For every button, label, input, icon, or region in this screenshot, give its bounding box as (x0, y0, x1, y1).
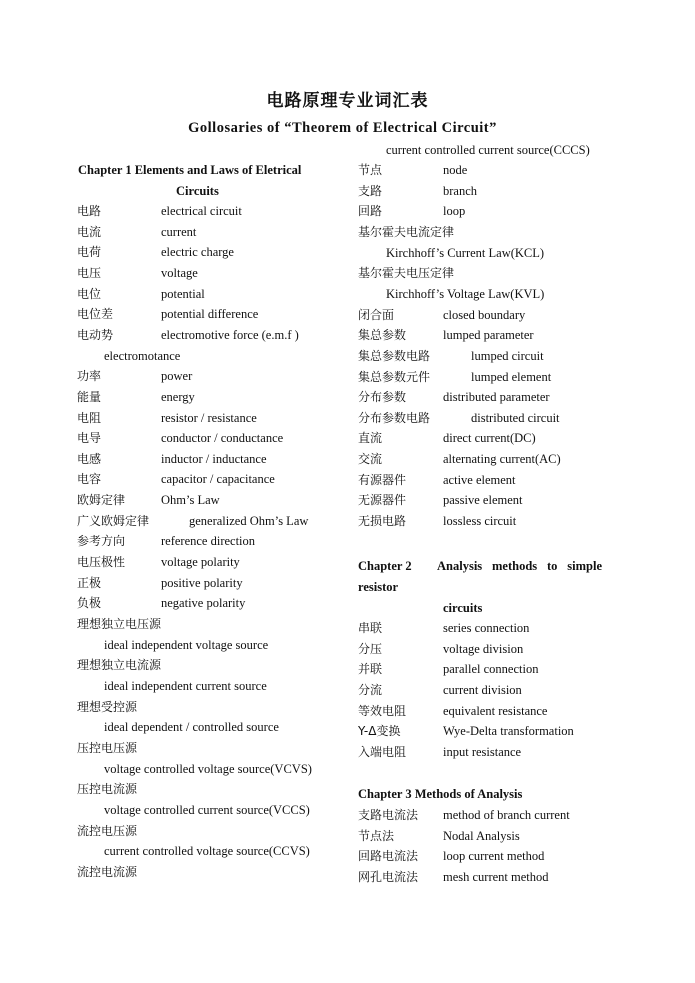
term-en: method of branch current (443, 808, 570, 822)
term-en: reference direction (161, 534, 256, 549)
term-zh: 参考方向 (77, 534, 126, 549)
term-zh: 电压 (77, 265, 102, 280)
chapter-3-heading: Chapter 3 Methods of Analysis (358, 787, 523, 801)
term-zh: 并联 (358, 662, 383, 677)
term-en: series connection (443, 621, 530, 635)
term-zh: 负极 (77, 596, 102, 611)
term-zh: 网孔电流法 (358, 869, 419, 884)
term-zh: 集总参数元件 (358, 369, 431, 384)
term-zh: 理想受控源 (77, 699, 138, 714)
term-zh: 无源器件 (358, 493, 407, 508)
term-en: lossless circuit (443, 514, 517, 529)
term-en: positive polarity (161, 575, 243, 590)
term-en-continued: current controlled current source(CCCS) (386, 143, 590, 157)
term-en: electromotance (104, 348, 181, 363)
term-en: loop (443, 204, 466, 219)
term-zh: 直流 (358, 431, 383, 446)
chapter-2-heading-a: Chapter 2 (358, 559, 412, 573)
term-en: lumped element (471, 369, 552, 384)
term-zh: 欧姆定律 (77, 493, 126, 508)
term-zh: 基尔霍夫电流定律 (358, 224, 455, 239)
term-en: generalized Ohm’s Law (189, 513, 309, 528)
term-en: lumped circuit (471, 348, 544, 363)
term-zh: 广义欧姆定律 (77, 513, 150, 528)
term-zh: 无损电路 (358, 514, 407, 529)
term-zh: 电路 (77, 204, 102, 218)
term-zh: 能量 (77, 389, 102, 404)
term-zh: 支路电流法 (358, 808, 419, 822)
term-zh: 电位差 (77, 307, 114, 322)
term-en: alternating current(AC) (443, 452, 561, 467)
term-zh: 电位 (77, 286, 102, 301)
term-en: potential difference (161, 307, 259, 322)
term-zh: 电导 (77, 431, 102, 446)
term-en: current controlled voltage source(CCVS) (104, 844, 310, 859)
term-zh: 交流 (358, 452, 383, 467)
term-zh: 有源器件 (358, 472, 407, 487)
term-zh: 理想独立电流源 (77, 658, 162, 673)
term-zh: 分布参数电路 (358, 410, 431, 425)
term-zh: 电感 (77, 451, 102, 466)
chapter-1-heading-cont: Circuits (176, 184, 219, 198)
term-zh: 电流 (77, 224, 102, 239)
term-en: current (161, 224, 197, 239)
term-en: direct current(DC) (443, 431, 536, 446)
term-en: voltage (161, 265, 198, 280)
term-en: voltage polarity (161, 555, 240, 570)
term-zh: 电荷 (77, 245, 102, 260)
term-zh: 回路 (358, 204, 383, 219)
term-en: branch (443, 183, 478, 198)
term-zh: 基尔霍夫电压定律 (358, 266, 455, 281)
term-zh: 电动势 (77, 327, 114, 342)
term-zh: 节点法 (358, 828, 395, 843)
term-en: inductor / inductance (161, 451, 267, 466)
term-en: ideal dependent / controlled source (104, 720, 279, 735)
term-en: voltage controlled voltage source(VCVS) (104, 761, 312, 776)
term-en: lumped parameter (443, 328, 534, 343)
term-en: distributed parameter (443, 390, 550, 405)
term-zh: 等效电阻 (358, 703, 407, 718)
term-en: voltage controlled current source(VCCS) (104, 802, 310, 817)
term-zh: 理想独立电压源 (77, 617, 162, 631)
term-en: ideal independent current source (104, 678, 267, 693)
term-en: Kirchhoff’s Voltage Law(KVL) (386, 286, 545, 301)
term-en: energy (161, 389, 195, 404)
term-zh: 电压极性 (77, 555, 126, 570)
term-en: capacitor / capacitance (161, 472, 275, 487)
term-en: passive element (443, 493, 523, 508)
term-en: conductor / conductance (161, 431, 284, 446)
term-zh: 流控电流源 (77, 864, 138, 879)
chapter-2-heading-cont: resistor (358, 580, 399, 594)
term-en: Wye-Delta transformation (443, 724, 574, 739)
chapter-2-heading-b: Analysis methods to simple (437, 559, 602, 573)
term-en: power (161, 369, 193, 384)
term-en: mesh current method (443, 869, 549, 884)
term-zh: 电阻 (77, 410, 102, 425)
term-zh: 支路 (358, 183, 383, 198)
term-en: electric charge (161, 245, 234, 260)
term-zh: 集总参数 (358, 328, 407, 343)
term-en: electrical circuit (161, 204, 242, 218)
term-en: parallel connection (443, 662, 539, 677)
term-zh: 压控电流源 (77, 782, 138, 797)
term-en: Ohm’s Law (161, 493, 220, 508)
term-en: Nodal Analysis (443, 828, 520, 843)
term-en: loop current method (443, 849, 545, 864)
chapter-1-heading: Chapter 1 Elements and Laws of Eletrical (78, 163, 302, 177)
term-zh: 压控电压源 (77, 740, 138, 755)
term-en: potential (161, 286, 205, 301)
term-zh: 流控电压源 (77, 823, 138, 838)
term-en: closed boundary (443, 307, 526, 322)
term-zh: 闭合面 (358, 307, 395, 322)
term-en: input resistance (443, 744, 522, 759)
term-zh: 功率 (77, 369, 102, 384)
page-title: 电路原理专业词汇表 (266, 91, 429, 111)
term-zh: 节点 (358, 163, 383, 177)
term-en: distributed circuit (471, 410, 560, 425)
term-zh: 电容 (77, 472, 102, 487)
term-zh: 串联 (358, 621, 383, 635)
term-en: active element (443, 472, 516, 487)
term-zh: Y-Δ变换 (358, 724, 401, 739)
term-en: node (443, 163, 468, 177)
page-subtitle: Gollosaries of “Theorem of Electrical Circuit” (188, 120, 497, 136)
term-zh: 入端电阻 (358, 744, 407, 759)
term-zh: 分流 (358, 682, 383, 697)
term-en: Kirchhoff’s Current Law(KCL) (386, 245, 545, 260)
term-en: current division (443, 682, 522, 697)
term-zh: 分压 (358, 641, 383, 656)
term-en: ideal independent voltage source (104, 637, 269, 652)
term-zh: 集总参数电路 (358, 348, 431, 363)
term-en: resistor / resistance (161, 410, 257, 425)
term-en: equivalent resistance (443, 703, 548, 718)
term-zh: 分布参数 (358, 390, 407, 405)
term-zh: 回路电流法 (358, 849, 419, 864)
chapter-2-heading-cont2: circuits (443, 601, 483, 615)
term-en: voltage division (443, 641, 524, 656)
term-en: electromotive force (e.m.f ) (161, 327, 299, 342)
term-zh: 正极 (77, 575, 102, 590)
term-en: negative polarity (161, 596, 246, 611)
